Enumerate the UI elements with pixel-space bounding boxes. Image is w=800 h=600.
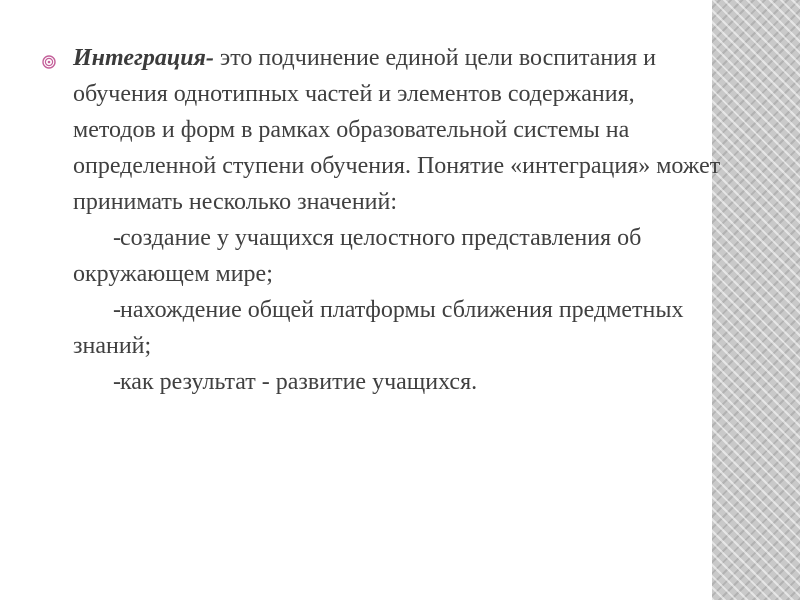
list-item <box>73 220 722 292</box>
spiral-bullet-icon <box>42 55 56 69</box>
list-item <box>73 364 722 400</box>
list-item-dash: - <box>113 369 121 395</box>
definition-paragraph <box>73 40 722 220</box>
list-item-text: создание у учащихся целостного представления об окружающем мире; <box>73 225 642 287</box>
side-pattern-strip <box>712 0 800 600</box>
list-item <box>73 292 722 364</box>
list-item-dash: - <box>113 297 121 323</box>
list-item-dash: - <box>113 225 121 251</box>
definition-text: это подчинение единой цели воспитания и обучения однотипных частей и элементов содержания, методов и форм в рамках образовательной системы на определенной ступени обучения. Понятие «интеграция» может принимать несколько значений: <box>73 45 721 215</box>
definition-term: Интеграция- <box>73 45 214 71</box>
list-item-text: нахождение общей платформы сближения предметных знаний; <box>73 297 684 359</box>
list-item-text: как результат - развитие учащихся. <box>120 369 478 395</box>
slide-content <box>42 40 722 400</box>
